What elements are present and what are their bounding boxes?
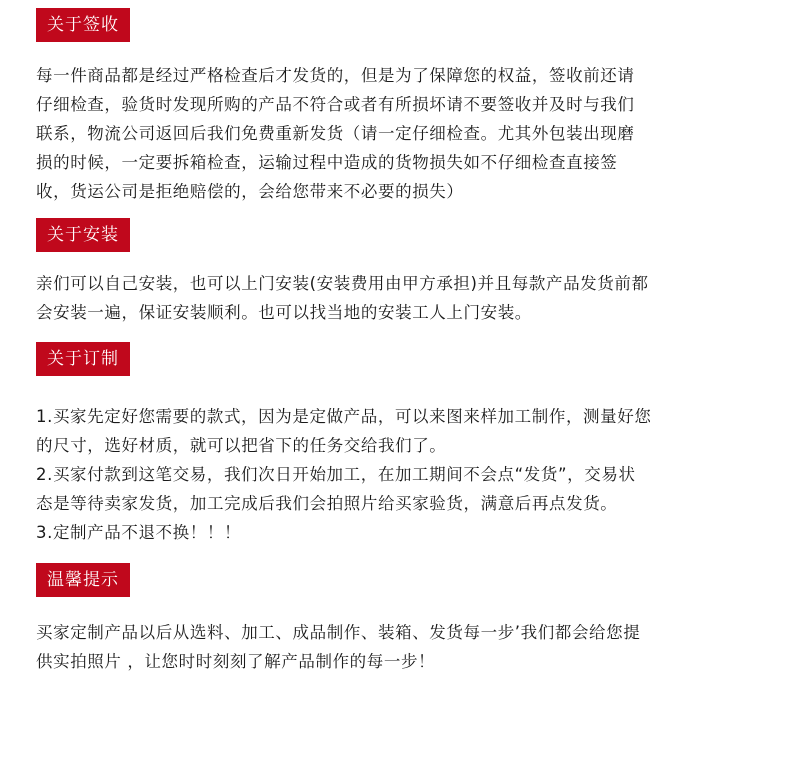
paragraph-line: 1.买家先定好您需要的款式，因为是定做产品，可以来图来样加工制作，测量好您 xyxy=(36,407,652,426)
paragraph-line: 仔细检查，验货时发现所购的产品不符合或者有所损坏请不要签收并及时与我们 xyxy=(36,95,635,114)
paragraph-line: 收，货运公司是拒绝赔偿的，会给您带来不必要的损失） xyxy=(36,182,464,201)
section-title-customization: 关于订制 xyxy=(36,342,130,376)
section-body-signing xyxy=(36,61,772,206)
section-title-installation: 关于安装 xyxy=(36,218,130,252)
paragraph-line: 亲们可以自己安装，也可以上门安装(安装费用由甲方承担)并且每款产品发货前都 xyxy=(36,274,649,293)
paragraph-line: 2.买家付款到这笔交易，我们次日开始加工，在加工期间不会点“发货”，交易状 xyxy=(36,465,636,484)
paragraph-line: 3.定制产品不退不换！！！ xyxy=(36,523,242,542)
paragraph-line: 损的时候，一定要拆箱检查，运输过程中造成的货物损失如不仔细检查直接签 xyxy=(36,153,618,172)
paragraph-line: 买家定制产品以后从选料、加工、成品制作、装箱、发货每一步’我们都会给您提 xyxy=(36,623,641,642)
paragraph-line: 供实拍照片 ，让您时时刻刻了解产品制作的每一步！ xyxy=(36,652,436,671)
paragraph-line: 联系，物流公司返回后我们免费重新发货（请一定仔细检查。尤其外包装出现磨 xyxy=(36,124,635,143)
paragraph-line: 会安装一遍，保证安装顺利。也可以找当地的安装工人上门安装。 xyxy=(36,303,532,322)
section-title-tips: 温馨提示 xyxy=(36,563,130,597)
section-title-signing: 关于签收 xyxy=(36,8,130,42)
section-body-installation xyxy=(36,269,772,327)
section-body-tips xyxy=(36,618,772,676)
section-body-customization xyxy=(36,402,772,547)
paragraph-line: 的尺寸，选好材质，就可以把省下的任务交给我们了。 xyxy=(36,436,447,455)
paragraph-line: 态是等待卖家发货，加工完成后我们会拍照片给买家验货，满意后再点发货。 xyxy=(36,494,618,513)
paragraph-line: 每一件商品都是经过严格检查后才发货的，但是为了保障您的权益，签收前还请 xyxy=(36,66,635,85)
